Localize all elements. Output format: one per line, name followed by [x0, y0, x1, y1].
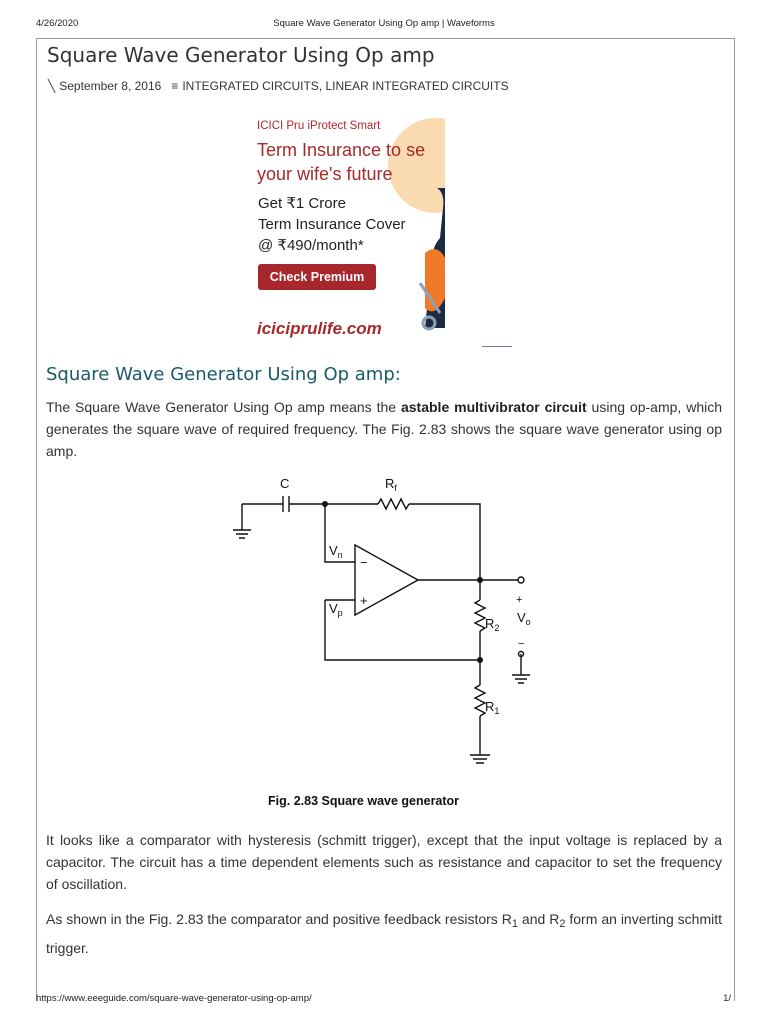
post-categories[interactable]: INTEGRATED CIRCUITS, LINEAR INTEGRATED CIRCUITS	[182, 79, 509, 93]
ad-headline-line-2: your wife's future	[257, 164, 393, 184]
label-r1: R	[485, 699, 495, 714]
ad-headline	[257, 138, 425, 186]
figure-caption: Fig. 2.83 Square wave generator	[268, 794, 460, 808]
label-vo-plus: +	[516, 594, 523, 606]
svg-text:Vn	[329, 543, 343, 560]
label-r2-sub: 2	[494, 623, 500, 633]
ad-offer	[258, 193, 406, 256]
ad-site-link[interactable]: iciciprulife.com	[257, 319, 382, 338]
section-heading: Square Wave Generator Using Op amp:	[46, 364, 401, 385]
schmitt-paragraph	[46, 907, 722, 960]
comparator-paragraph: It looks like a comparator with hysteresis (schmitt trigger), except that the input voltage is replaced by a capacitor. The circuit has a time dependent elements such as resistance and capacitor to set the frequency of oscillation.	[46, 832, 722, 892]
schmitt-text-c: form an inverting schmitt trigger.	[46, 911, 723, 956]
label-vo-minus: −	[518, 638, 525, 650]
print-doc-title: Square Wave Generator Using Op amp | Waveforms	[273, 18, 495, 29]
svg-text:Rf	[385, 476, 397, 493]
intro-bold-term: astable multivibrator circuit	[400, 399, 587, 415]
svg-text:R1	[485, 699, 499, 716]
advertisement[interactable]	[250, 113, 445, 348]
post-date: September 8, 2016	[59, 79, 162, 93]
schmitt-text-a: As shown in the Fig. 2.83 the comparator and positive feedback resistors R	[46, 911, 512, 927]
circuit-diagram	[225, 470, 545, 780]
print-date: 4/26/2020	[36, 18, 79, 29]
label-noninverting: +	[360, 593, 368, 608]
intro-text-end: using op-amp, which generates the square wave of required frequency. The Fig. 2.83 shows the square wave generator using op amp.	[46, 399, 722, 459]
label-vp: V	[329, 601, 338, 616]
label-rf: R	[385, 476, 395, 491]
page-url: https://www.eeeguide.com/square-wave-generator-using-op-amp/	[36, 993, 312, 1004]
ad-offer-line-1: Get ₹1 Crore	[258, 195, 346, 212]
label-vo: V	[517, 610, 526, 625]
label-vn: V	[329, 543, 338, 558]
print-header	[0, 18, 768, 32]
ad-person-illustration	[415, 183, 445, 348]
label-r1-sub: 1	[494, 706, 500, 716]
svg-text:Vp	[329, 601, 343, 618]
label-rf-sub: f	[394, 483, 397, 493]
schmitt-sub-1: 1	[511, 918, 518, 930]
label-vo-sub: o	[525, 617, 531, 627]
label-capacitor: C	[280, 476, 290, 491]
svg-text:Vo	[517, 610, 531, 627]
check-premium-button[interactable]: Check Premium	[258, 264, 376, 290]
label-r2: R	[485, 616, 495, 631]
print-footer	[0, 993, 768, 1007]
intro-paragraph	[46, 396, 722, 462]
article-meta	[48, 79, 509, 93]
ad-brand: ICICI Pru iProtect Smart	[257, 120, 381, 132]
intro-text-start: The Square Wave Generator Using Op amp means the	[46, 399, 401, 415]
schmitt-sub-2: 2	[559, 918, 566, 930]
label-inverting: −	[360, 555, 368, 570]
article-title: Square Wave Generator Using Op amp	[47, 43, 435, 67]
svg-text:R2	[485, 616, 499, 633]
pencil-icon: ╲	[48, 79, 56, 93]
menu-icon: ≡	[171, 79, 179, 93]
ad-offer-line-3: @ ₹490/month*	[258, 237, 364, 254]
ad-divider	[482, 346, 512, 347]
schmitt-text-b: and R	[517, 911, 560, 927]
page-number: 1/	[723, 993, 731, 1004]
ad-offer-line-2: Term Insurance Cover	[258, 216, 406, 233]
label-vn-sub: n	[337, 550, 343, 560]
ad-headline-line-1: Term Insurance to se	[257, 140, 426, 160]
label-vp-sub: p	[337, 608, 343, 618]
